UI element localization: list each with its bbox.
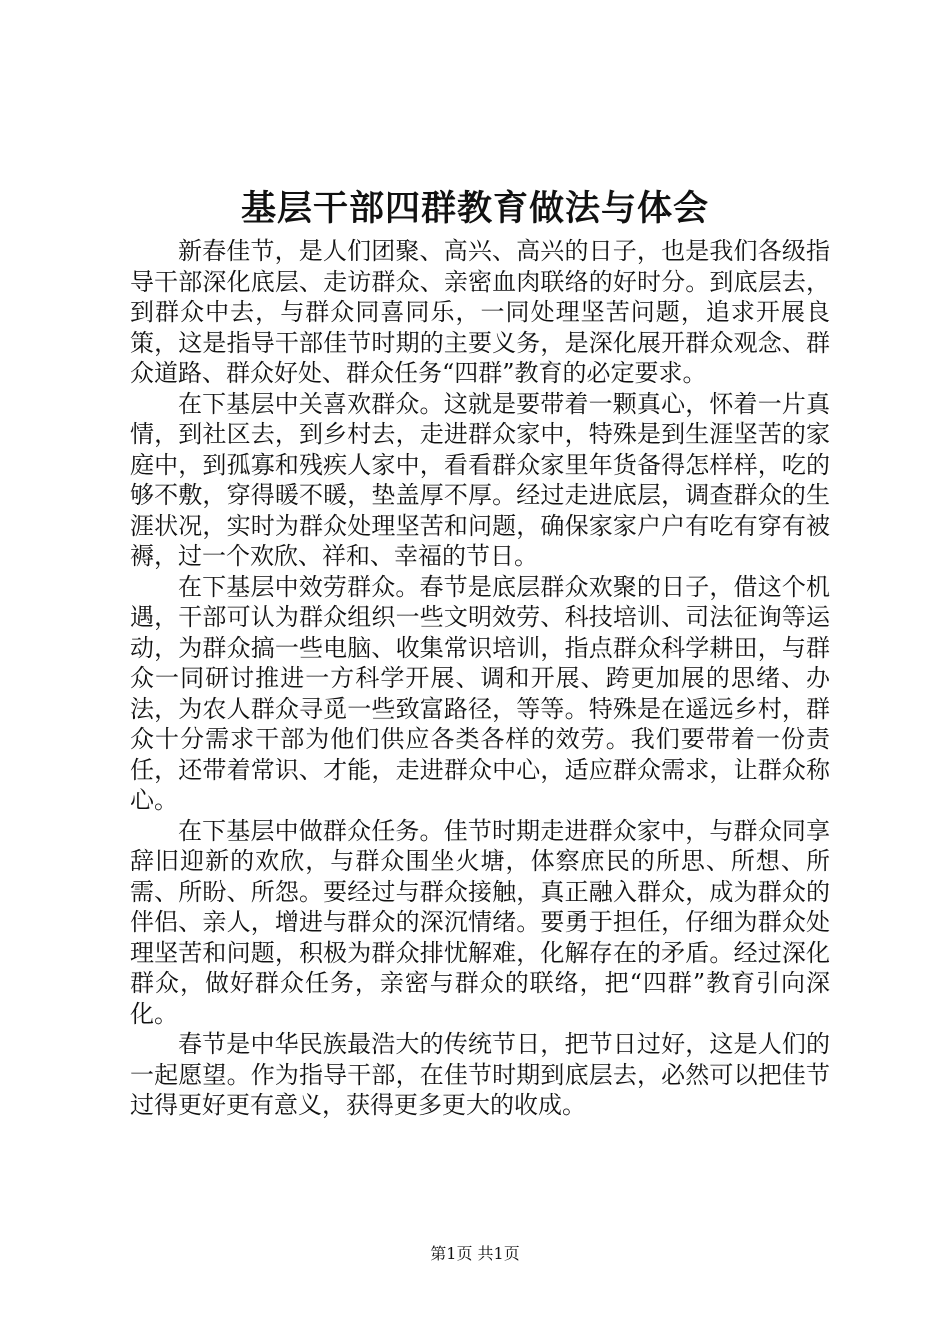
paragraph-4: 在下基层中做群众任务。佳节时期走进群众家中，与群众同享辞旧迎新的欢欣，与群众围坐火塘，体察庶民的所思、所想、所需、所盼、所怨。要经过与群众接触，真正融入群众，成为群众的伴侣、亲人，增进与群众的深沉情绪。要勇于担任，仔细为群众处理坚苦和问题，积极为群众排忧解难，化解存在的矛盾。经过深化群众，做好群众任务，亲密与群众的联络，把“四群”教育引向深化。 (130, 816, 830, 1028)
page-footer: 第1页 共1页 (430, 1244, 520, 1263)
document-body (130, 236, 830, 1121)
paragraph-1: 新春佳节，是人们团聚、高兴、高兴的日子，也是我们各级指导干部深化底层、走访群众、亲密血肉联络的好时分。到底层去，到群众中去，与群众同喜同乐，一同处理坚苦问题，追求开展良策，这是指导干部佳节时期的主要义务，是深化展开群众观念、群众道路、群众好处、群众任务“四群”教育的必定要求。 (130, 237, 830, 387)
paragraph-3: 在下基层中效劳群众。春节是底层群众欢聚的日子，借这个机遇，干部可认为群众组织一些文明效劳、科技培训、司法征询等运动，为群众搞一些电脑、收集常识培训，指点群众科学耕田，与群众一同研讨推进一方科学开展、调和开展、跨更加展的思绪、办法，为农人群众寻觅一些致富路径，等等。特殊是在遥远乡村，群众十分需求干部为他们供应各类各样的效劳。我们要带着一份责任，还带着常识、才能，走进群众中心，适应群众需求，让群众称心。 (130, 572, 830, 814)
paragraph-5: 春节是中华民族最浩大的传统节日，把节日过好，这是人们的一起愿望。作为指导干部，在佳节时期到底层去，必然可以把佳节过得更好更有意义，获得更多更大的收成。 (130, 1030, 830, 1119)
document-title: 基层干部四群教育做法与体会 (240, 188, 709, 229)
paragraph-2: 在下基层中关喜欢群众。这就是要带着一颗真心，怀着一片真情，到社区去，到乡村去，走进群众家中，特殊是到生涯坚苦的家庭中，到孤寡和残疾人家中，看看群众家里年货备得怎样样，吃的够不敷，穿得暖不暖，垫盖厚不厚。经过走进底层，调查群众的生涯状况，实时为群众处理坚苦和问题，确保家家户户有吃有穿有被褥，过一个欢欣、祥和、幸福的节日。 (130, 389, 830, 570)
